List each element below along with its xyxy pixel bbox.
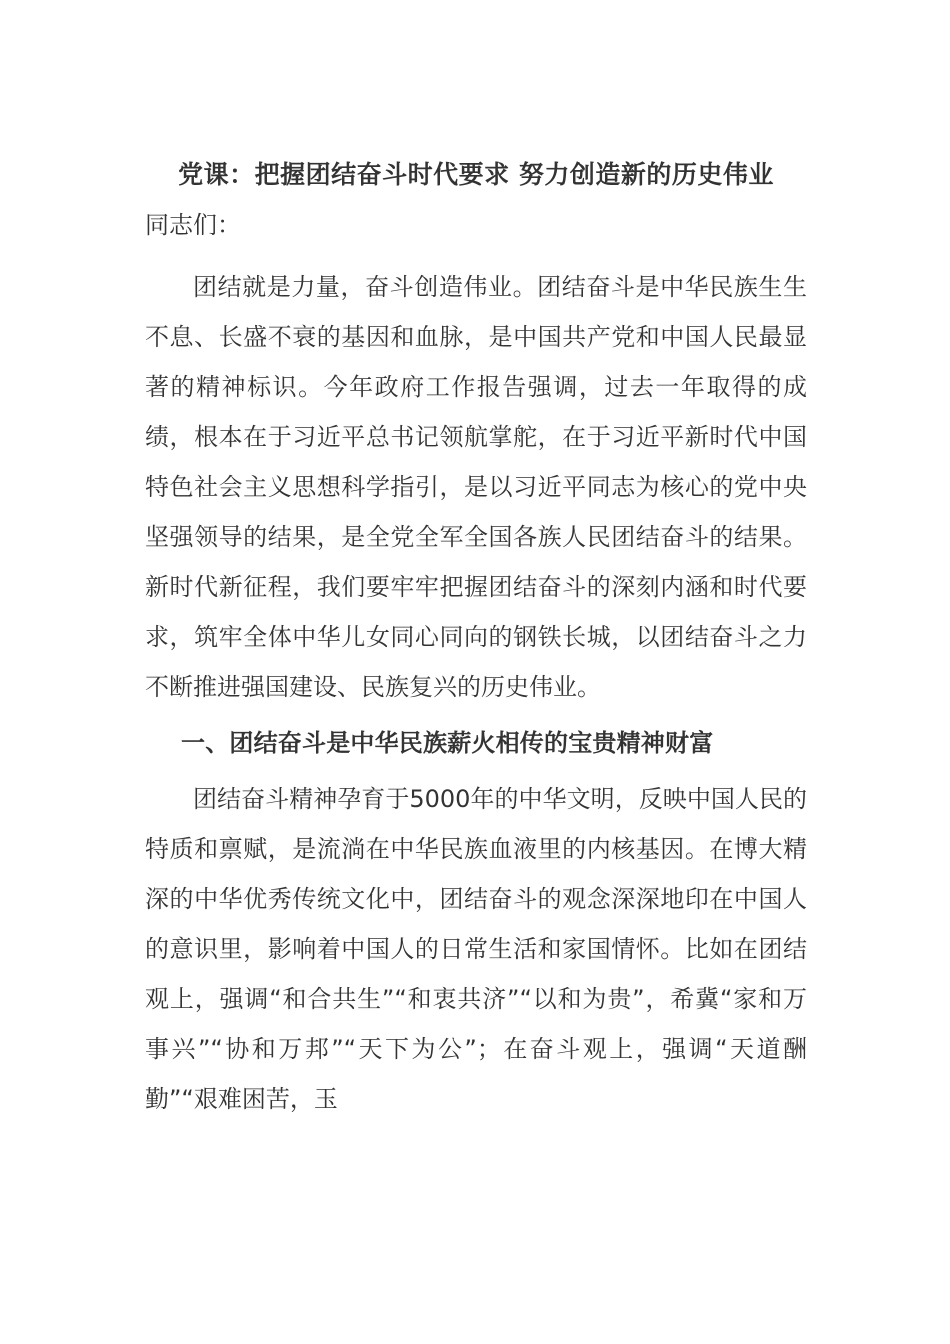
document-title: 党课：把握团结奋斗时代要求 努力创造新的历史伟业 — [178, 160, 774, 189]
section-heading-1: 一、团结奋斗是中华民族薪火相传的宝贵精神财富 — [181, 729, 714, 757]
salutation: 同志们： — [145, 211, 241, 239]
document-page — [145, 150, 807, 1124]
paragraph-intro: 团结就是力量，奋斗创造伟业。团结奋斗是中华民族生生不息、长盛不衰的基因和血脉，是中国共产党和中国人民最显著的精神标识。今年政府工作报告强调，过去一年取得的成绩，根本在于习近平总书记领航掌舵，在于习近平新时代中国特色社会主义思想科学指引，是以习近平同志为核心的党中央坚强领导的结果，是全党全军全国各族人民团结奋斗的结果。新时代新征程，我们要牢牢把握团结奋斗的深刻内涵和时代要求，筑牢全体中华儿女同心同向的钢铁长城，以团结奋斗之力不断推进强国建设、民族复兴的历史伟业。 — [145, 273, 807, 701]
paragraph-section-1: 团结奋斗精神孕育于5000年的中华文明，反映中国人民的特质和禀赋，是流淌在中华民族血液里的内核基因。在博大精深的中华优秀传统文化中，团结奋斗的观念深深地印在中国人的意识里，影响着中国人的日常生活和家国情怀。比如在团结观上，强调“和合共生”“和衷共济”“以和为贵”，希冀“家和万事兴”“协和万邦”“天下为公”；在奋斗观上，强调“天道酬勤”“艰难困苦，玉 — [145, 785, 807, 1113]
